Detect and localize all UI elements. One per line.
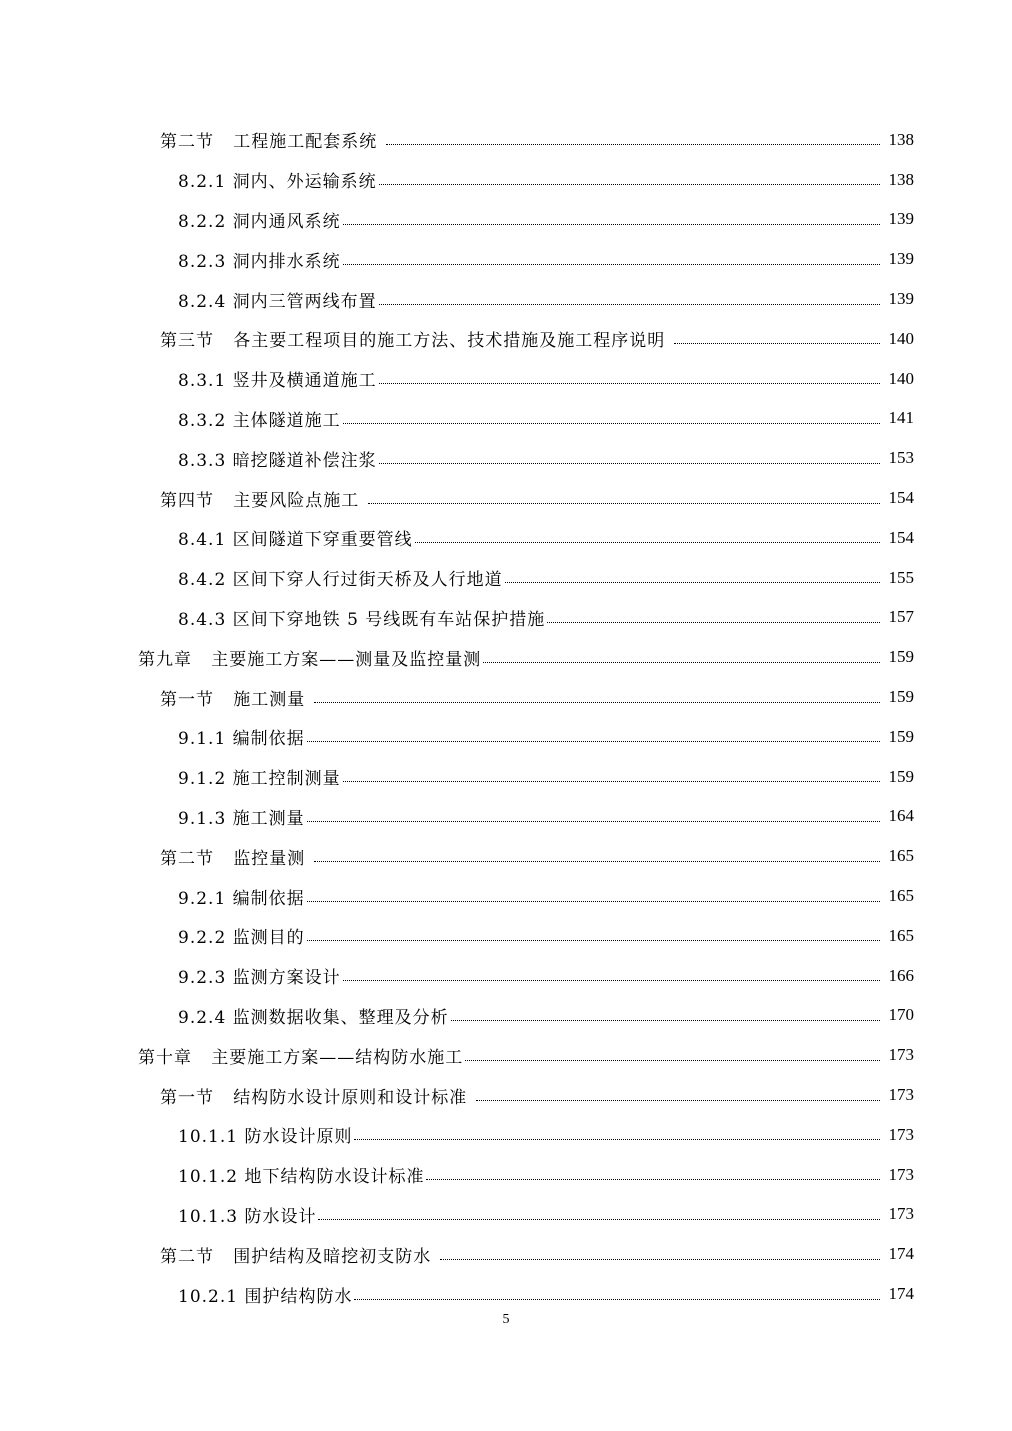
dot-leader xyxy=(465,1060,880,1061)
toc-entry-title: 8.2.1 洞内、外运输系统 xyxy=(178,172,377,193)
dot-leader xyxy=(307,741,880,742)
toc-entry-title: 第四节 主要风险点施工 xyxy=(160,490,366,511)
toc-entry-page-number: 173 xyxy=(888,1045,914,1065)
toc-entry-page-number: 153 xyxy=(888,448,914,468)
toc-entry-sub[interactable] xyxy=(0,200,1012,240)
toc-entry-sub[interactable] xyxy=(0,558,1012,598)
dot-leader xyxy=(343,264,880,265)
toc-entry-page-number: 155 xyxy=(888,567,914,587)
dot-leader xyxy=(343,423,880,424)
toc-entry-sub[interactable] xyxy=(0,1115,1012,1155)
dot-leader xyxy=(343,781,880,782)
toc-entry-section[interactable] xyxy=(0,1075,1012,1115)
dot-leader xyxy=(318,1219,880,1220)
toc-entry-page-number: 173 xyxy=(888,1204,914,1224)
toc-entry-sub[interactable] xyxy=(0,518,1012,558)
toc-entry-title: 8.3.1 竖井及横通道施工 xyxy=(178,371,377,392)
dot-leader xyxy=(440,1259,880,1260)
dot-leader xyxy=(307,901,880,902)
toc-entry-sub[interactable] xyxy=(0,160,1012,200)
toc-entry-page-number: 154 xyxy=(888,527,914,547)
toc-entry-title: 9.1.1 编制依据 xyxy=(178,729,305,750)
toc-entry-title: 8.3.3 暗挖隧道补偿注浆 xyxy=(178,450,377,471)
toc-entry-sub[interactable] xyxy=(0,996,1012,1036)
toc-entry-section[interactable] xyxy=(0,1234,1012,1274)
toc-entry-title: 9.2.4 监测数据收集、整理及分析 xyxy=(178,1007,449,1028)
toc-entry-title: 8.4.2 区间下穿人行过街天桥及人行地道 xyxy=(178,570,503,591)
toc-entry-title: 10.1.1 防水设计原则 xyxy=(178,1127,353,1148)
toc-entry-page-number: 159 xyxy=(888,647,914,667)
dot-leader xyxy=(483,662,880,663)
toc-entry-title: 8.3.2 主体隧道施工 xyxy=(178,410,341,431)
dot-leader xyxy=(354,1139,880,1140)
toc-entry-sub[interactable] xyxy=(0,438,1012,478)
dot-leader xyxy=(505,582,880,583)
toc-entry-sub[interactable] xyxy=(0,876,1012,916)
table-of-contents xyxy=(0,120,1012,1314)
dot-leader xyxy=(343,224,880,225)
toc-entry-page-number: 164 xyxy=(888,806,914,826)
toc-entry-page-number: 139 xyxy=(888,289,914,309)
dot-leader xyxy=(379,463,880,464)
toc-entry-page-number: 140 xyxy=(888,328,914,348)
toc-entry-page-number: 173 xyxy=(888,1085,914,1105)
dot-leader xyxy=(368,503,880,504)
toc-entry-page-number: 141 xyxy=(888,408,914,428)
dot-leader xyxy=(451,1020,880,1021)
toc-entry-title: 第一节 结构防水设计原则和设计标准 xyxy=(160,1087,474,1108)
toc-entry-page-number: 138 xyxy=(888,129,914,149)
toc-entry-title: 9.1.2 施工控制测量 xyxy=(178,769,341,790)
page-number: 5 xyxy=(502,1312,510,1327)
toc-entry-page-number: 159 xyxy=(888,726,914,746)
toc-entry-page-number: 157 xyxy=(888,607,914,627)
dot-leader xyxy=(476,1100,880,1101)
toc-entry-sub[interactable] xyxy=(0,916,1012,956)
toc-entry-title: 8.2.3 洞内排水系统 xyxy=(178,251,341,272)
toc-entry-page-number: 174 xyxy=(888,1244,914,1264)
toc-entry-title: 10.1.2 地下结构防水设计标准 xyxy=(178,1167,425,1188)
toc-entry-page-number: 165 xyxy=(888,925,914,945)
dot-leader xyxy=(674,343,880,344)
toc-entry-section[interactable] xyxy=(0,677,1012,717)
toc-entry-page-number: 159 xyxy=(888,766,914,786)
toc-entry-page-number: 165 xyxy=(888,846,914,866)
dot-leader xyxy=(354,1299,880,1300)
toc-entry-page-number: 173 xyxy=(888,1164,914,1184)
toc-entry-title: 第二节 围护结构及暗挖初支防水 xyxy=(160,1246,438,1267)
toc-entry-title: 8.4.3 区间下穿地铁 5 号线既有车站保护措施 xyxy=(178,609,546,630)
toc-entry-page-number: 170 xyxy=(888,1005,914,1025)
toc-entry-title: 9.2.2 监测目的 xyxy=(178,928,305,949)
dot-leader xyxy=(547,622,880,623)
dot-leader xyxy=(314,861,880,862)
toc-entry-title: 第九章 主要施工方案——测量及监控量测 xyxy=(138,649,482,670)
toc-entry-title: 9.2.3 监测方案设计 xyxy=(178,968,341,989)
toc-entry-sub[interactable] xyxy=(0,598,1012,638)
toc-entry-title: 10.2.1 围护结构防水 xyxy=(178,1286,353,1307)
dot-leader xyxy=(386,144,880,145)
toc-entry-section[interactable] xyxy=(0,120,1012,160)
toc-entry-chapter[interactable] xyxy=(0,1035,1012,1075)
toc-entry-section[interactable] xyxy=(0,478,1012,518)
toc-entry-title: 第一节 施工测量 xyxy=(160,689,312,710)
toc-entry-title: 8.2.4 洞内三管两线布置 xyxy=(178,291,377,312)
toc-entry-page-number: 165 xyxy=(888,886,914,906)
dot-leader xyxy=(379,184,880,185)
toc-entry-title: 8.2.2 洞内通风系统 xyxy=(178,211,341,232)
toc-entry-sub[interactable] xyxy=(0,1155,1012,1195)
toc-entry-sub[interactable] xyxy=(0,279,1012,319)
toc-entry-sub[interactable] xyxy=(0,797,1012,837)
toc-entry-page-number: 139 xyxy=(888,249,914,269)
dot-leader xyxy=(307,821,880,822)
toc-entry-section[interactable] xyxy=(0,319,1012,359)
toc-entry-page-number: 138 xyxy=(888,169,914,189)
toc-entry-page-number: 154 xyxy=(888,488,914,508)
toc-entry-title: 9.2.1 编制依据 xyxy=(178,888,305,909)
toc-entry-title: 8.4.1 区间隧道下穿重要管线 xyxy=(178,530,413,551)
dot-leader xyxy=(379,383,880,384)
dot-leader xyxy=(415,542,880,543)
toc-entry-sub[interactable] xyxy=(0,1274,1012,1314)
dot-leader xyxy=(426,1179,880,1180)
dot-leader xyxy=(307,940,880,941)
toc-entry-page-number: 140 xyxy=(888,368,914,388)
toc-entry-title: 10.1.3 防水设计 xyxy=(178,1206,317,1227)
toc-entry-page-number: 159 xyxy=(888,687,914,707)
toc-entry-sub[interactable] xyxy=(0,399,1012,439)
dot-leader xyxy=(343,980,880,981)
dot-leader xyxy=(314,702,880,703)
toc-entry-sub[interactable] xyxy=(0,359,1012,399)
toc-entry-sub[interactable] xyxy=(0,956,1012,996)
toc-entry-sub[interactable] xyxy=(0,1195,1012,1235)
toc-entry-page-number: 139 xyxy=(888,209,914,229)
toc-entry-title: 第三节 各主要工程项目的施工方法、技术措施及施工程序说明 xyxy=(160,331,672,352)
toc-entry-section[interactable] xyxy=(0,836,1012,876)
toc-entry-page-number: 174 xyxy=(888,1284,914,1303)
dot-leader xyxy=(379,304,880,305)
toc-entry-page-number: 166 xyxy=(888,965,914,985)
toc-entry-title: 第二节 工程施工配套系统 xyxy=(160,132,384,153)
toc-entry-page-number: 173 xyxy=(888,1124,914,1144)
toc-entry-title: 第十章 主要施工方案——结构防水施工 xyxy=(138,1047,464,1068)
toc-entry-title: 第二节 监控量测 xyxy=(160,848,312,869)
toc-entry-chapter[interactable] xyxy=(0,637,1012,677)
toc-entry-sub[interactable] xyxy=(0,757,1012,797)
toc-entry-sub[interactable] xyxy=(0,717,1012,757)
toc-entry-title: 9.1.3 施工测量 xyxy=(178,808,305,829)
toc-entry-sub[interactable] xyxy=(0,239,1012,279)
